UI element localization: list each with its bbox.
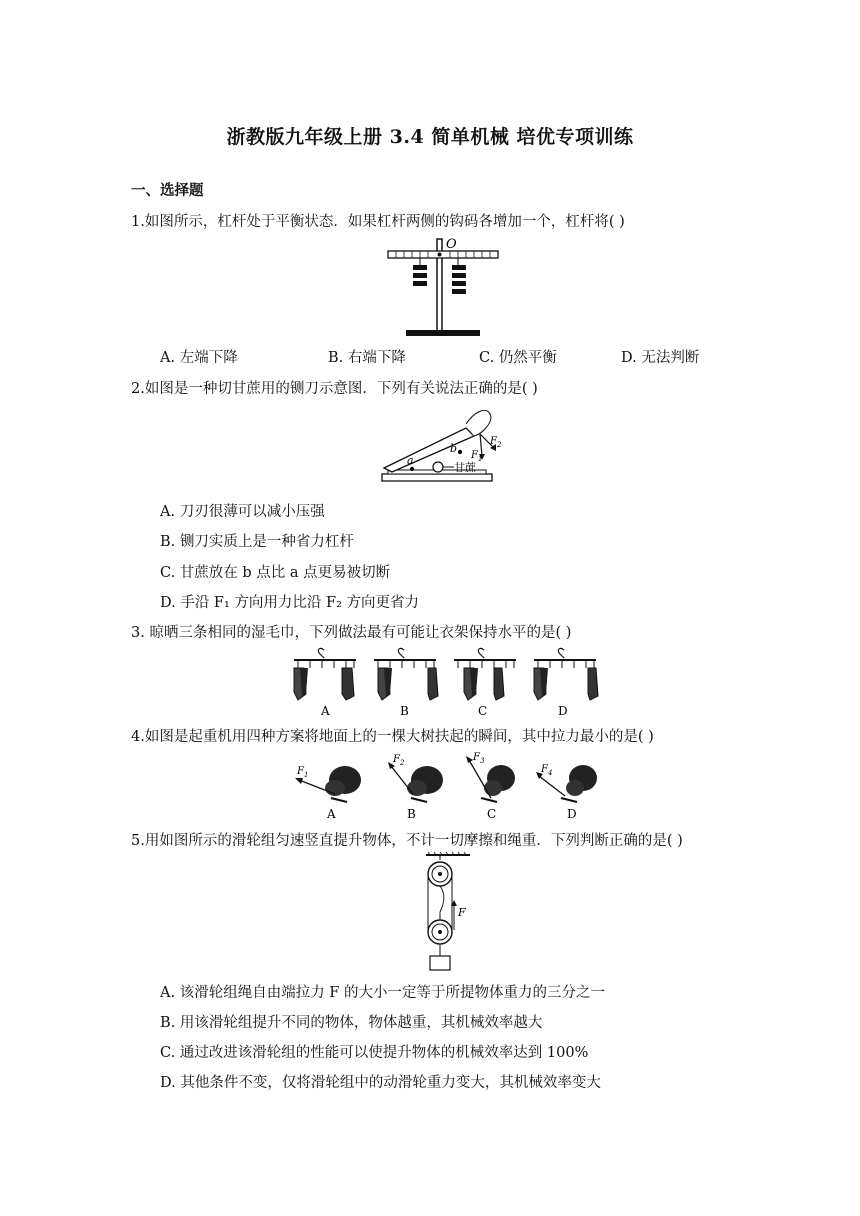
tree-crane-figure — [287, 750, 607, 822]
point-b-label: b — [450, 442, 458, 455]
question-3-stem: 3. 晾晒三条相同的湿毛巾，下列做法最有可能让衣架保持水平的是( ) — [131, 625, 572, 641]
figure-label-a: A — [327, 807, 336, 821]
pulley-system-figure — [420, 852, 480, 974]
figure-label-d: D — [567, 807, 577, 821]
point-a-label: a — [407, 454, 414, 467]
force-f2-label: $F_2$ — [393, 754, 405, 767]
question-5-stem: 5.用如图所示的滑轮组匀速竖直提升物体，不计一切摩擦和绳重．下列判断正确的是( ) — [131, 833, 683, 849]
figure-label-a: A — [321, 704, 330, 718]
option-b[interactable]: B. 用该滑轮组提升不同的物体，物体越重，其机械效率越大 — [160, 1015, 543, 1031]
figure-label-c: C — [487, 807, 497, 821]
question-1-stem: 1.如图所示，杠杆处于平衡状态．如果杠杆两侧的钩码各增加一个，杠杆将( ) — [131, 214, 625, 230]
figure-label-c: C — [478, 704, 488, 718]
question-1-options — [160, 346, 760, 367]
option-d[interactable]: D. 手沿 F₁ 方向用力比沿 F₂ 方向更省力 — [160, 595, 420, 611]
figure-label-b: B — [400, 704, 409, 718]
force-f2-label: $F_2$ — [490, 436, 502, 449]
section-heading: 一、选择题 — [131, 182, 204, 199]
option-d[interactable]: D. 其他条件不变，仅将滑轮组中的动滑轮重力变大，其机械效率变大 — [160, 1075, 601, 1091]
figure-label-b: B — [407, 807, 416, 821]
document-title: 浙教版九年级上册 3.4 简单机械 培优专项训练 — [226, 126, 634, 148]
force-f-label: F — [458, 906, 466, 919]
option-c[interactable]: C. 通过改进该滑轮组的性能可以使提升物体的机械效率达到 100% — [160, 1045, 589, 1061]
force-f1-label: $F_1$ — [297, 766, 309, 779]
option-a[interactable]: A. 该滑轮组绳自由端拉力 F 的大小一定等于所提物体重力的三分之一 — [160, 985, 605, 1001]
option-a[interactable]: A. 刀刃很薄可以减小压强 — [160, 504, 325, 520]
option-c[interactable]: C. 甘蔗放在 b 点比 a 点更易被切断 — [160, 565, 391, 581]
force-f4-label: $F_4$ — [541, 764, 553, 777]
figure-label-d: D — [558, 704, 568, 718]
towel-rack-figure — [290, 644, 610, 719]
force-f1-label: $F_1$ — [471, 450, 483, 463]
lever-figure — [380, 233, 505, 341]
cane-cutter-figure — [378, 400, 502, 494]
pivot-label: O — [446, 237, 457, 252]
option-b[interactable]: B. 右端下降 — [328, 350, 406, 366]
question-2-stem: 2.如图是一种切甘蔗用的铡刀示意图．下列有关说法正确的是( ) — [131, 381, 538, 397]
question-4-stem: 4.如图是起重机用四种方案将地面上的一棵大树扶起的瞬间，其中拉力最小的是( ) — [131, 729, 654, 745]
cane-label: 甘蔗 — [454, 461, 476, 474]
option-c[interactable]: C. 仍然平衡 — [479, 350, 557, 366]
option-d[interactable]: D. 无法判断 — [621, 350, 700, 366]
option-b[interactable]: B. 铡刀实质上是一种省力杠杆 — [160, 534, 354, 550]
force-f3-label: $F_3$ — [473, 752, 485, 765]
option-a[interactable]: A. 左端下降 — [160, 350, 238, 366]
